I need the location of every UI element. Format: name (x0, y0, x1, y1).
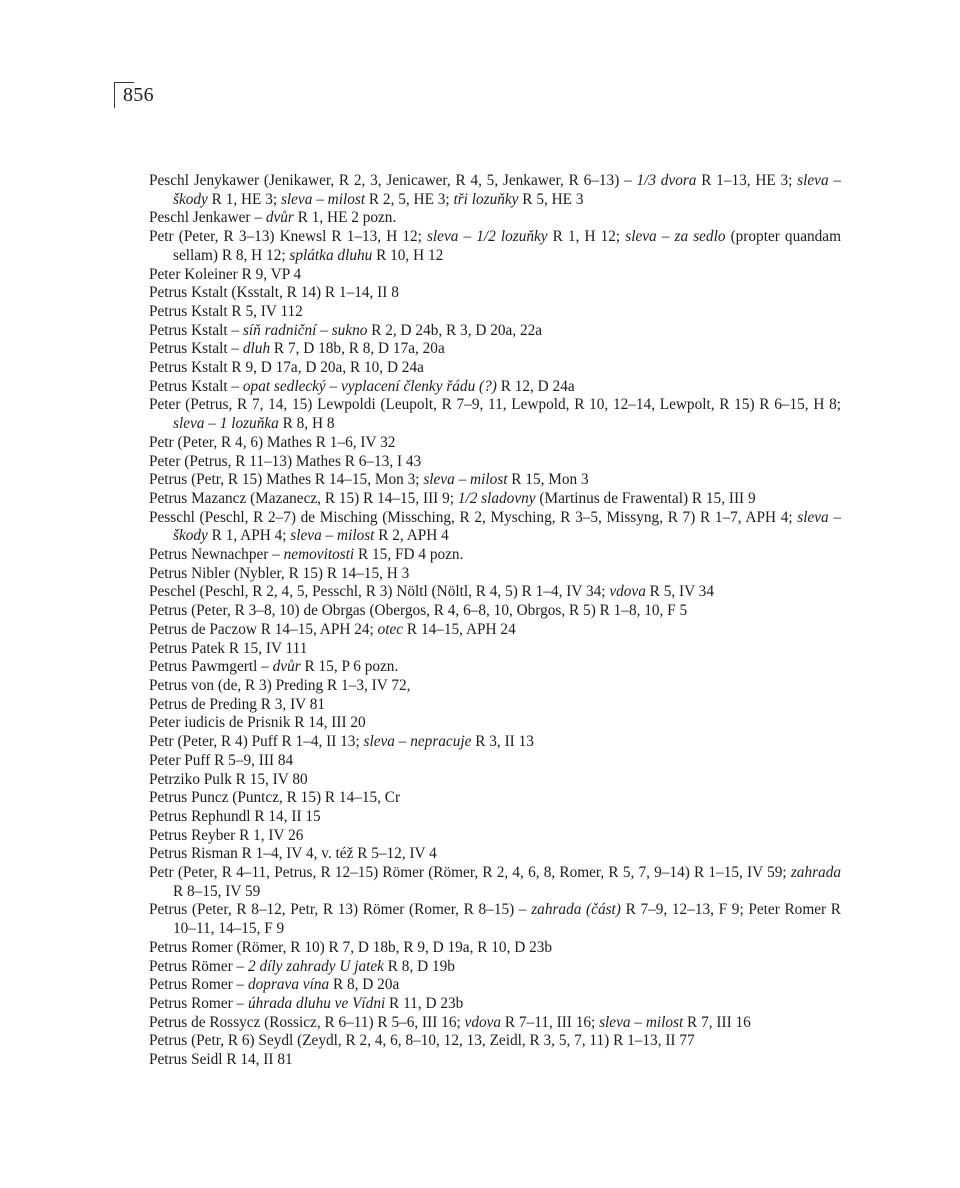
entry-italic-text: sleva – 1/2 lozuňky (426, 228, 548, 246)
entry-text: Petrus Kstalt R 9, D 17a, D 20a, R 10, D 24a (149, 359, 424, 377)
register-entry (149, 322, 841, 341)
entry-text: Petrus Kstalt – (149, 321, 243, 339)
entry-text: R 1, H 12; (547, 228, 626, 246)
register-entry (149, 958, 841, 977)
register-entry (149, 284, 841, 303)
register-entry (149, 1051, 841, 1070)
entry-text: Petrziko Pulk R 15, IV 80 (149, 770, 308, 788)
entry-text: Petrus Reyber R 1, IV 26 (149, 826, 304, 844)
entry-text: R 8, D 19b (383, 957, 455, 975)
entry-text: R 15, P 6 pozn. (300, 658, 399, 676)
entry-italic-text: otec (377, 620, 404, 638)
entry-text: (Martinus de Frawental) R 15, III 9 (535, 489, 756, 507)
register-entry (149, 172, 841, 209)
entry-text: Pesschl (Peschl, R 2–7) de Misching (Missching, R 2, Mysching, R 3–5, Missyng, R 7) R 1–7, APH 4; (149, 508, 798, 526)
entry-text: Petrus Seidl R 14, II 81 (149, 1051, 293, 1069)
register-entry (149, 434, 841, 453)
entry-text: Peter (Petrus, R 11–13) Mathes R 6–13, I 43 (149, 452, 422, 470)
entry-text: R 8–15, IV 59 (173, 882, 261, 900)
entry-text: Petrus (Peter, R 3–8, 10) de Obrgas (Obergos, R 4, 6–8, 10, Obrgos, R 5) R 1–8, 10, F 5 (149, 602, 688, 620)
entry-italic-text: dvůr (272, 658, 301, 676)
entry-text: Petrus Romer (Römer, R 10) R 7, D 18b, R 9, D 19a, R 10, D 23b (149, 938, 553, 956)
entry-italic-text: 1/2 sladovny (457, 489, 536, 507)
entry-text: Petrus (Petr, R 15) Mathes R 14–15, Mon 3; (149, 471, 424, 489)
entry-italic-text: sleva – milost (423, 471, 508, 489)
register-entry (149, 303, 841, 322)
entry-text: Petrus Kstalt – (149, 340, 243, 358)
entry-text: Peter iudicis de Prisnik R 14, III 20 (149, 714, 366, 732)
entry-italic-text: splátka dluhu (289, 246, 373, 264)
entry-italic-text: sleva – škody (173, 172, 842, 208)
entry-text: Peter Koleiner R 9, VP 4 (149, 265, 302, 283)
entry-text: Petrus Puncz (Puntcz, R 15) R 14–15, Cr (149, 789, 401, 807)
entry-text: Petr (Peter, R 4–11, Petrus, R 12–15) Römer (Römer, R 2, 4, 6, 8, Romer, R 5, 7, 9–14) R 1–15, IV 59; (149, 864, 791, 882)
entry-text: Peschel (Peschl, R 2, 4, 5, Pesschl, R 3) Nöltl (Nöltl, R 4, 5) R 1–4, IV 34; (149, 583, 610, 601)
register-entry (149, 696, 841, 715)
register-entry (149, 602, 841, 621)
entry-italic-text: sleva – milost (290, 527, 375, 545)
entry-italic-text: sleva – za sedlo (625, 228, 726, 246)
register-entry (149, 509, 841, 546)
entry-text: Petrus Römer – (149, 957, 248, 975)
entry-text: Peschl Jenkawer – (149, 209, 266, 227)
entry-text: Peschl Jenykawer (Jenikawer, R 2, 3, Jenicawer, R 4, 5, Jenkawer, R 6–13) – (149, 172, 637, 189)
entry-text: Petr (Peter, R 3–13) Knewsl R 1–13, H 12; (149, 228, 427, 246)
register-entry (149, 714, 841, 733)
entry-text: R 7, III 16 (683, 1013, 751, 1031)
entry-text: Peter Puff R 5–9, III 84 (149, 751, 294, 769)
register-entry (149, 621, 841, 640)
entry-text: Petrus Romer – (149, 994, 248, 1012)
register-entry (149, 1014, 841, 1033)
page-number: 856 (123, 84, 154, 106)
entry-text: R 1, APH 4; (207, 527, 291, 545)
entry-text: Petr (Peter, R 4) Puff R 1–4, II 13; (149, 733, 364, 751)
register-entry (149, 658, 841, 677)
register-entry (149, 396, 841, 433)
register-entry (149, 583, 841, 602)
entry-italic-text: opat sedlecký – vyplacení členky řádu (?) (242, 377, 497, 395)
entry-text: R 2, D 24b, R 3, D 20a, 22a (367, 321, 543, 339)
entry-text: Petrus Romer – (149, 976, 248, 994)
entry-italic-text: dluh (242, 340, 271, 358)
entry-text: R 5, HE 3 (518, 190, 584, 208)
entry-text: R 14–15, APH 24 (403, 620, 516, 638)
entry-text: R 7–9, 12–13, F 9; Peter Romer R 10–11, 14–15, F 9 (173, 901, 841, 938)
entry-text: Petrus Newnachper – (149, 546, 284, 564)
entry-text: Petrus von (de, R 3) Preding R 1–3, IV 72, (149, 676, 411, 694)
register-entry (149, 490, 841, 509)
entry-italic-text: tři lozuňky (453, 190, 519, 208)
register-entry (149, 1032, 841, 1051)
entry-text: Petrus Rephundl R 14, II 15 (149, 807, 321, 825)
entry-text: R 5, IV 34 (645, 583, 714, 601)
entry-italic-text: sleva – milost (599, 1013, 684, 1031)
register-entry (149, 827, 841, 846)
entry-text: Petrus Kstalt R 5, IV 112 (149, 302, 303, 320)
entry-text: R 12, D 24a (496, 377, 575, 395)
page-number-rule-vertical (114, 82, 115, 108)
entry-text: R 1–13, HE 3; (696, 172, 798, 189)
entry-italic-text: zahrada (790, 864, 841, 882)
entry-text: Petrus Patek R 15, IV 111 (149, 639, 308, 657)
register-entry (149, 228, 841, 265)
register-entry (149, 976, 841, 995)
register-entry (149, 677, 841, 696)
entry-text: Petrus de Preding R 3, IV 81 (149, 695, 326, 713)
entry-italic-text: doprava vína (248, 976, 330, 994)
entry-italic-text: vdova (609, 583, 646, 601)
register-entry (149, 845, 841, 864)
register-entry (149, 733, 841, 752)
entry-text: R 15, FD 4 pozn. (354, 546, 464, 564)
entry-text: Petrus Pawmgertl – (149, 658, 273, 676)
register-entry (149, 266, 841, 285)
entry-text: R 11, D 23b (385, 994, 464, 1012)
register-entry (149, 939, 841, 958)
register-entry (149, 901, 841, 938)
entry-italic-text: sleva – 1 lozuňka (173, 415, 279, 433)
register-entry (149, 752, 841, 771)
register-entry (149, 808, 841, 827)
entry-text: Peter (Petrus, R 7, 14, 15) Lewpoldi (Leupolt, R 7–9, 11, Lewpold, R 10, 12–14, Lewpolt, R 15) R 6–15, H 8; (149, 396, 841, 414)
entry-text: Petrus de Paczow R 14–15, APH 24; (149, 620, 378, 638)
register-entry (149, 640, 841, 659)
register-entry (149, 546, 841, 565)
register-entries (149, 172, 841, 1070)
entry-italic-text: sleva – nepracuje (363, 733, 472, 751)
register-entry (149, 453, 841, 472)
entry-text: Petrus Nibler (Nybler, R 15) R 14–15, H 3 (149, 564, 410, 582)
entry-text: R 15, Mon 3 (507, 471, 589, 489)
entry-text: R 2, APH 4 (374, 527, 449, 545)
register-entry (149, 771, 841, 790)
entry-italic-text: sleva – milost (280, 190, 366, 208)
register-entry (149, 340, 841, 359)
entry-italic-text: úhrada dluhu ve Vídni (248, 994, 386, 1012)
entry-text: R 7, D 18b, R 8, D 17a, 20a (270, 340, 445, 358)
entry-text: Petrus (Petr, R 6) Seydl (Zeydl, R 2, 4, 6, 8–10, 12, 13, Zeidl, R 3, 5, 7, 11) R 1–13, II 77 (149, 1032, 695, 1050)
register-entry (149, 789, 841, 808)
register-entry (149, 209, 841, 228)
entry-italic-text: 1/3 dvora (636, 172, 697, 189)
entry-text: Petrus Kstalt (Ksstalt, R 14) R 1–14, II 8 (149, 284, 399, 302)
entry-text: R 8, D 20a (329, 976, 400, 994)
entry-text: (propter quandam sellam) R 8, H 12; (173, 228, 841, 264)
page-number-rule-horizontal (114, 82, 134, 83)
entry-text: Petrus Kstalt – (149, 377, 243, 395)
register-entry (149, 378, 841, 397)
entry-text: R 8, H 8 (278, 415, 335, 433)
entry-text: R 2, 5, HE 3; (365, 190, 454, 208)
entry-italic-text: vdova (464, 1013, 502, 1031)
entry-text: R 1, HE 2 pozn. (293, 209, 397, 227)
entry-italic-text: zahrada (část) (531, 901, 621, 919)
register-entry (149, 359, 841, 378)
entry-italic-text: sleva – škody (173, 508, 842, 545)
entry-text: Petrus Mazancz (Mazanecz, R 15) R 14–15, III 9; (149, 489, 458, 507)
entry-text: R 10, H 12 (372, 246, 444, 264)
register-entry (149, 471, 841, 490)
entry-text: R 1, HE 3; (207, 190, 281, 208)
register-entry (149, 864, 841, 901)
entry-text: Petr (Peter, R 4, 6) Mathes R 1–6, IV 32 (149, 433, 396, 451)
register-entry (149, 995, 841, 1014)
entry-text: Petrus Risman R 1–4, IV 4, v. též R 5–12, IV 4 (149, 845, 437, 863)
entry-text: R 3, II 13 (471, 733, 534, 751)
entry-text: Petrus de Rossycz (Rossicz, R 6–11) R 5–6, III 16; (149, 1013, 465, 1031)
entry-text: Petrus (Peter, R 8–12, Petr, R 13) Römer (Romer, R 8–15) – (149, 901, 532, 919)
register-entry (149, 565, 841, 584)
entry-text: R 7–11, III 16; (501, 1013, 600, 1031)
entry-italic-text: dvůr (265, 209, 294, 227)
entry-italic-text: 2 díly zahrady U jatek (248, 957, 384, 975)
entry-italic-text: nemovitosti (283, 546, 355, 564)
entry-italic-text: síň radniční – sukno (242, 321, 368, 339)
